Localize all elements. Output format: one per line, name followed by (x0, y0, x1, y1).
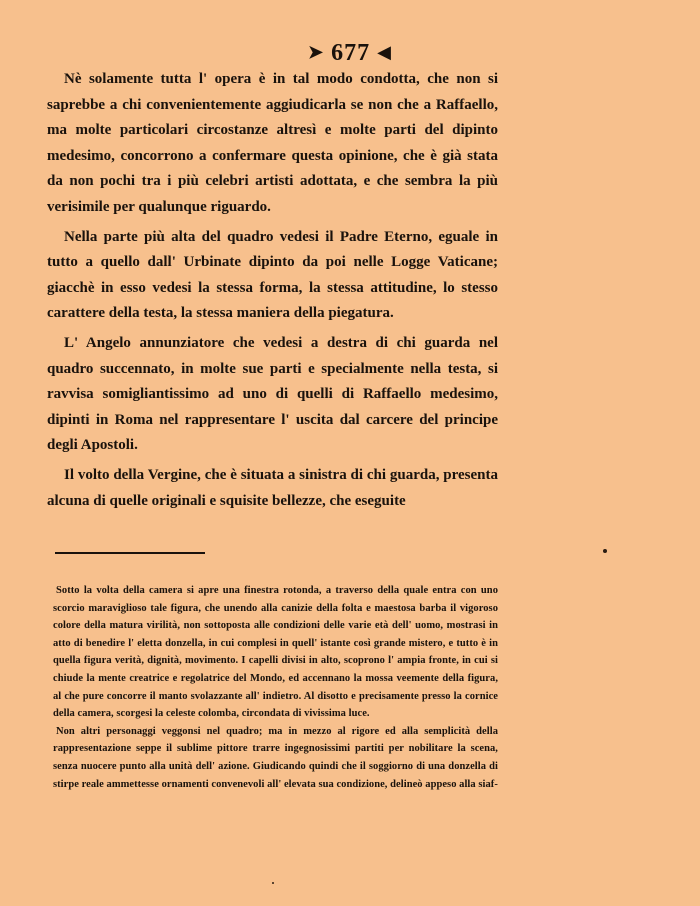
left-ornament-icon: ➤ (308, 42, 325, 62)
right-ornament-icon: ◀ (377, 42, 392, 62)
footnote-separator (55, 552, 205, 554)
footnote-text (53, 582, 498, 793)
footnote-paragraph: Non altri personaggi veggonsi nel quadro; ma in mezzo al rigore ed alla semplicità della rappresentazione seppe il sublime pittore trarre ingegnosissimi partiti per nobilitare la scena, senza nuocere punto alla unità dell' azione. Giudicando quindi che il soggiorno di una donzella di stirpe reale ammettesse ornamenti convenevoli all' elevata sua condizione, delineò appeso alla siaf- (53, 725, 498, 790)
ink-speck (272, 882, 274, 884)
body-paragraph: Nè solamente tutta l' opera è in tal modo condotta, che non si saprebbe a chi convenientemente aggiudicarla se non che a Raffaello, ma molte particolari circostanze altresì e molte parti del dipinto medesimo, concorrono a confermare questa opinione, che è già stata da non pochi tra i più celebri artisti adottata, e che sembra la più verisimile per qualunque riguardo. (47, 71, 498, 215)
body-paragraph: Nella parte più alta del quadro vedesi il Padre Eterno, eguale in tutto a quello dall' Urbinate dipinto da poi nelle Logge Vaticane; giacchè in esso vedesi la stessa forma, la stessa attitudine, lo stesso carattere della testa, la stessa maniera della piegatura. (47, 228, 498, 322)
body-paragraph: Il volto della Vergine, che è situata a sinistra di chi guarda, presenta alcuna di quelle originali e squisite bellezze, che eseguite (47, 466, 498, 509)
ink-speck (603, 549, 607, 553)
footnote-paragraph: Sotto la volta della camera si apre una finestra rotonda, a traverso della quale entra con uno scorcio maraviglioso tale figura, che unendo alla canizie della folta e maestosa barba il vigoroso colore della matura virilità, non sottoposta alle condizioni delle varie età dell' uomo, mostrasi in atto di benedire l' eletta donzella, in cui complesi in quell' istante così grande mistero, e tutto è in quella figura verità, dignità, movimento. I capelli divisi in alto, scoprono l' ampia fronte, in cui si chiude la mente creatrice e regolatrice del Mondo, ed accennano la mossa veemente della figura, al che pure concorre il manto svolazzante all' indietro. Al disotto e precisamente presso la cornice della camera, scorgesi la celeste colomba, circondata di vivissima luce. (53, 585, 498, 720)
page-number: 677 (331, 40, 371, 66)
body-paragraph: L' Angelo annunziatore che vedesi a destra di chi guarda nel quadro succennato, in molte sue parti e specialmente nella testa, si ravvisa somigliantissimo ad uno di quelli di Raffaello medesimo, dipinti in Roma nel rappresentare l' uscita dal carcere del principe degli Apostoli. (47, 334, 498, 454)
page-header (0, 38, 700, 67)
main-text (47, 67, 498, 518)
